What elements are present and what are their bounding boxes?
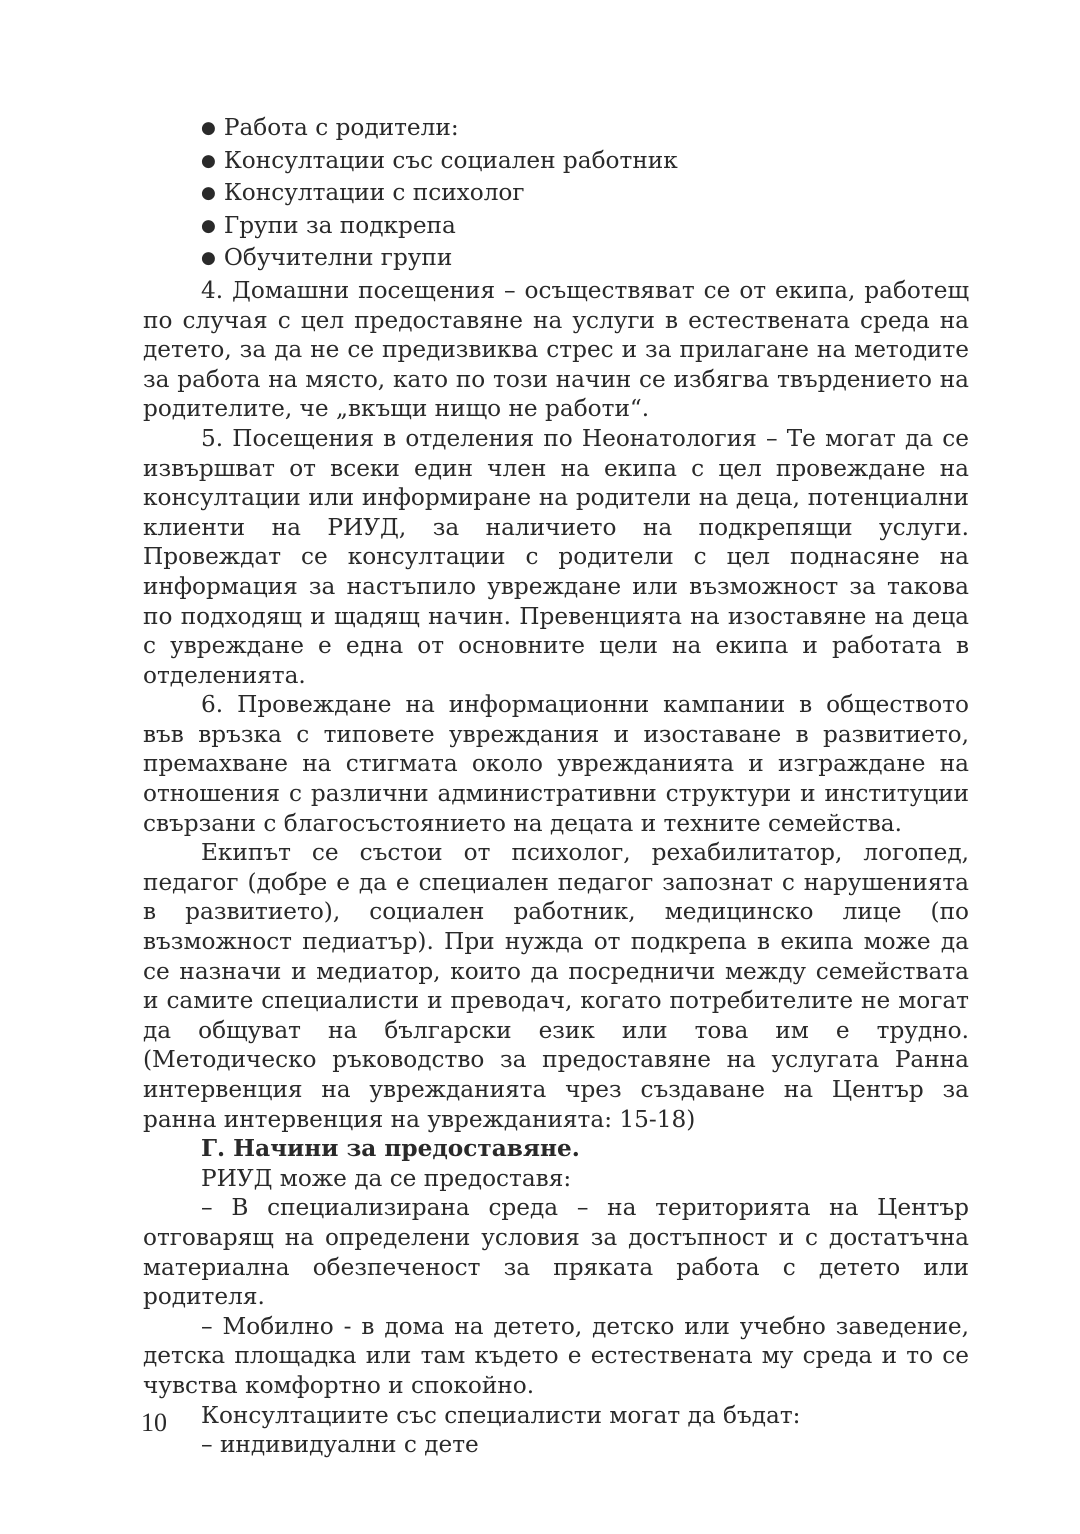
consultation-item: – индивидуални с дете (201, 1431, 479, 1459)
list-item: ● Обучителни групи (143, 243, 969, 276)
list-item: ● Работа с родители: (143, 113, 969, 146)
paragraph-mobile-delivery: – Мобилно - в дома на детето, детско или учебно заведение, детска площадка или там където е естествената му среда и то се чувства комфортно и спокойно. (143, 1312, 969, 1399)
page-body (143, 113, 969, 1460)
section-intro: РИУД може да се предоставя: (201, 1164, 572, 1192)
list-item: ● Консултации с психолог (143, 178, 969, 211)
page-number: 10 (141, 1408, 167, 1437)
paragraph-home-visits: 4. Домашни посещения – осъществяват се от екипа, работещ по случая с цел предоставяне на услуги в естествената среда на детето, за да не се предизвиква стрес и за прилагане на методите за работа на място, като по този начин се избягва твърдението на родителите, че „вкъщи нищо не работи“. (143, 276, 969, 423)
paragraph-specialized-environment: – В специализирана среда – на територията на Център отговарящ на определени условия за достъпност и с достатъчна материална обезпеченост за пряката работа с детето или родителя. (143, 1194, 969, 1311)
section-heading: Г. Начини за предоставяне. (201, 1135, 580, 1163)
list-item: ● Групи за подкрепа (143, 211, 969, 244)
list-item: ● Консултации със социален работник (143, 146, 969, 179)
consultations-intro: Консултациите със специалисти могат да бъдат: (201, 1401, 801, 1429)
paragraph-information-campaigns: 6. Провеждане на информационни кампании в обществото във връзка с типовете увреждания и изоставане в развитието, премахване на стигмата около уврежданията и изграждане на отношения с различни административни структури и институции свързани с благосъстоянието на децата и техните семейства. (143, 691, 969, 837)
paragraph-neonatology-visits: 5. Посещения в отделения по Неонатология – Те могат да се извършват от всеки един член на екипа с цел провеждане на консултации или информиране на родители на деца, потенциални клиенти на РИУД, за наличието на подкрепящи услуги. Провеждат се консултации с родители с цел поднасяне на информация за настъпило увреждане или възможност за такова по подходящ и щадящ начин. Превенцията на изоставяне на деца с увреждане е една от основните цели на екипа и работата в отделенията. (143, 424, 969, 689)
paragraph-team-composition: Екипът се състои от психолог, рехабилитатор, логопед, педагог (добре е да е специален педагог запознат с нарушенията в развитието), социален работник, медицинско лице (по възможност педиатър). При нужда от подкрепа в екипа може да се назначи и медиатор, които да посредничи между семействата и самите специалисти и преводач, когато потребителите не могат да общуват на български език или това им е трудно. (Методическо ръководство за предоставяне на услугата Ранна интервенция на уврежданията чрез създаване на Център за ранна интервенция на уврежданията: 15-18) (143, 839, 969, 1133)
parent-work-bullet-list (143, 113, 969, 276)
